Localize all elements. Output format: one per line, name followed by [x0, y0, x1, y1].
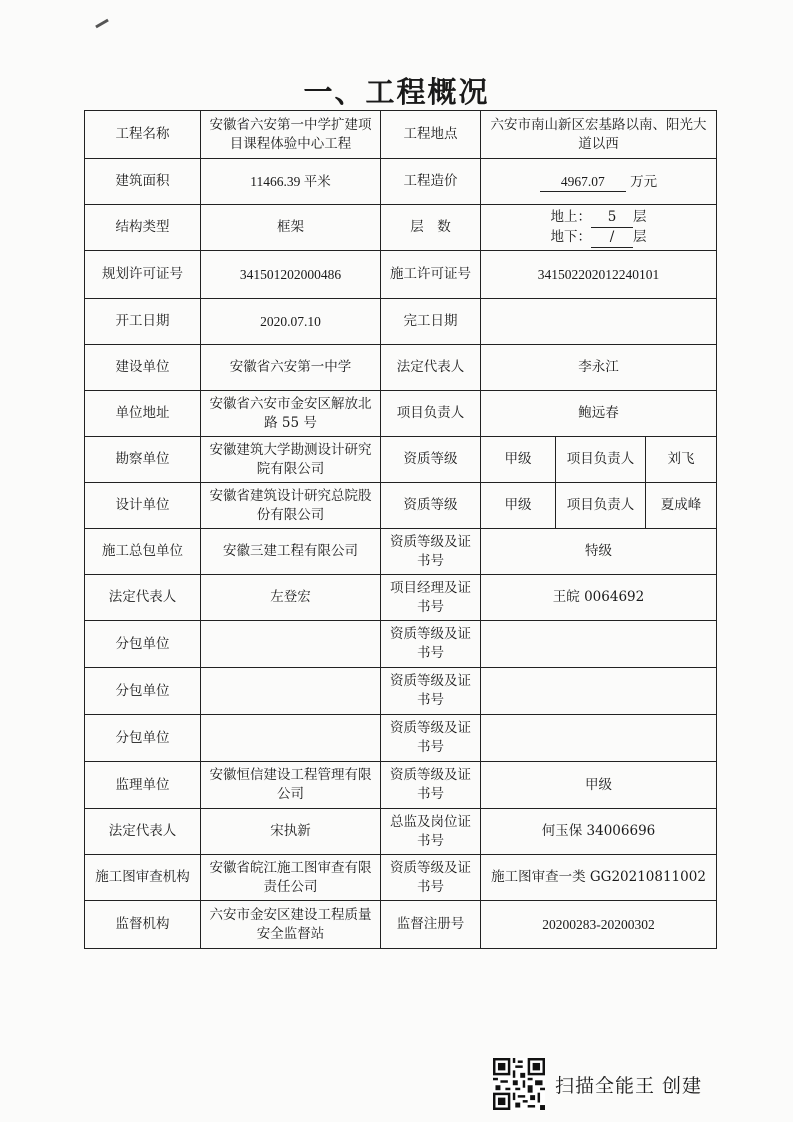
- drawing-review-value: 安徽省皖江施工图审查有限责任公司: [201, 855, 381, 901]
- supervision-qual-label: 资质等级及证书号: [381, 762, 481, 809]
- project-name-value: 安徽省六安第一中学扩建项目课程体验中心工程: [201, 111, 381, 159]
- table-row: [85, 159, 717, 205]
- table-row: [85, 299, 717, 345]
- structure-type-value: 框架: [201, 205, 381, 251]
- table-row: [85, 345, 717, 391]
- table-row: [85, 251, 717, 299]
- chief-supervisor-label: 总监及岗位证书号: [381, 809, 481, 855]
- design-qual-label: 资质等级: [381, 483, 481, 529]
- drawing-review-qual-value: 施工图审查一类 GG20210811002: [481, 855, 717, 901]
- table-row: [85, 715, 717, 762]
- subcontractor-qual-label: 资质等级及证书号: [381, 621, 481, 668]
- floors-unit: 层: [633, 228, 647, 245]
- table-row: [85, 809, 717, 855]
- survey-qual-value: 甲级: [481, 437, 556, 483]
- subcontractor-value: [201, 668, 381, 715]
- design-unit-label: 设计单位: [85, 483, 201, 529]
- supervising-agency-value: 六安市金安区建设工程质量安全监督站: [201, 901, 381, 949]
- project-cost-label: 工程造价: [381, 159, 481, 205]
- unit-address-label: 单位地址: [85, 391, 201, 437]
- table-row: [85, 621, 717, 668]
- project-overview-table: [84, 110, 717, 949]
- floors-unit: 层: [633, 208, 647, 225]
- subcontractor-qual-value: [481, 668, 717, 715]
- general-contractor-label: 施工总包单位: [85, 529, 201, 575]
- table-row: [85, 483, 717, 529]
- project-cost-amount: 4967.07: [540, 172, 626, 192]
- supervision-legal-rep-label: 法定代表人: [85, 809, 201, 855]
- supervision-unit-label: 监理单位: [85, 762, 201, 809]
- floors-above-label: 地上：: [550, 208, 591, 225]
- project-name-label: 工程名称: [85, 111, 201, 159]
- owner-unit-value: 安徽省六安第一中学: [201, 345, 381, 391]
- table-row: [85, 901, 717, 949]
- project-cost-unit: 万元: [630, 173, 658, 190]
- chief-supervisor-value: 何玉保 34006696: [481, 809, 717, 855]
- survey-unit-label: 勘察单位: [85, 437, 201, 483]
- qr-code-icon: [493, 1058, 545, 1110]
- scanner-watermark: [493, 1058, 702, 1110]
- completion-date-value: [481, 299, 717, 345]
- unit-address-value: 安徽省六安市金安区解放北路 55 号: [201, 391, 381, 437]
- table-row: [85, 205, 717, 251]
- survey-qual-label: 资质等级: [381, 437, 481, 483]
- subcontractor-qual-value: [481, 715, 717, 762]
- general-contractor-qual-value: 特级: [481, 529, 717, 575]
- floors-above-value: 5: [591, 208, 633, 228]
- subcontractor-value: [201, 715, 381, 762]
- contractor-legal-rep-label: 法定代表人: [85, 575, 201, 621]
- design-leader-value: 夏成峰: [646, 483, 717, 529]
- subcontractor-value: [201, 621, 381, 668]
- table-row: [85, 437, 717, 483]
- project-location-value: 六安市南山新区宏基路以南、阳光大道以西: [481, 111, 717, 159]
- drawing-review-qual-label: 资质等级及证书号: [381, 855, 481, 901]
- subcontractor-label: 分包单位: [85, 621, 201, 668]
- survey-leader-label: 项目负责人: [556, 437, 646, 483]
- floors-cell: [481, 205, 717, 251]
- table-row: [85, 575, 717, 621]
- supervision-legal-rep-value: 宋执新: [201, 809, 381, 855]
- floor-area-value: 11466.39 平米: [201, 159, 381, 205]
- floors-below-label: 地下：: [550, 228, 591, 245]
- supervision-reg-value: 20200283-20200302: [481, 901, 717, 949]
- legal-rep-label: 法定代表人: [381, 345, 481, 391]
- subcontractor-qual-label: 资质等级及证书号: [381, 715, 481, 762]
- supervising-agency-label: 监督机构: [85, 901, 201, 949]
- subcontractor-qual-value: [481, 621, 717, 668]
- project-location-label: 工程地点: [381, 111, 481, 159]
- start-date-value: 2020.07.10: [201, 299, 381, 345]
- design-leader-label: 项目负责人: [556, 483, 646, 529]
- table-row: [85, 762, 717, 809]
- start-date-label: 开工日期: [85, 299, 201, 345]
- table-row: [85, 111, 717, 159]
- supervision-reg-label: 监督注册号: [381, 901, 481, 949]
- project-cost-cell: [481, 159, 717, 205]
- table-row: [85, 529, 717, 575]
- design-qual-value: 甲级: [481, 483, 556, 529]
- supervision-qual-value: 甲级: [481, 762, 717, 809]
- contractor-legal-rep-value: 左登宏: [201, 575, 381, 621]
- table-row: [85, 391, 717, 437]
- page-title: 一、工程概况: [303, 75, 490, 109]
- scanner-brand-text: 扫描全能王 创建: [555, 1074, 703, 1097]
- floors-below: [484, 228, 713, 248]
- table-row: [85, 855, 717, 901]
- floors-label: 层 数: [381, 205, 481, 251]
- project-manager-value: 王皖 0064692: [481, 575, 717, 621]
- scan-mark: [95, 19, 109, 29]
- drawing-review-label: 施工图审查机构: [85, 855, 201, 901]
- survey-leader-value: 刘飞: [646, 437, 717, 483]
- table-row: [85, 668, 717, 715]
- general-contractor-qual-label: 资质等级及证书号: [381, 529, 481, 575]
- design-unit-value: 安徽省建筑设计研究总院股份有限公司: [201, 483, 381, 529]
- floor-area-label: 建筑面积: [85, 159, 201, 205]
- construction-permit-value: 341502202012240101: [481, 251, 717, 299]
- subcontractor-label: 分包单位: [85, 715, 201, 762]
- supervision-unit-value: 安徽恒信建设工程管理有限公司: [201, 762, 381, 809]
- floors-above: [484, 208, 713, 228]
- planning-permit-value: 341501202000486: [201, 251, 381, 299]
- general-contractor-value: 安徽三建工程有限公司: [201, 529, 381, 575]
- structure-type-label: 结构类型: [85, 205, 201, 251]
- floors-below-value: /: [591, 228, 633, 248]
- owner-unit-label: 建设单位: [85, 345, 201, 391]
- subcontractor-qual-label: 资质等级及证书号: [381, 668, 481, 715]
- construction-permit-label: 施工许可证号: [381, 251, 481, 299]
- survey-unit-value: 安徽建筑大学勘测设计研究院有限公司: [201, 437, 381, 483]
- subcontractor-label: 分包单位: [85, 668, 201, 715]
- legal-rep-value: 李永江: [481, 345, 717, 391]
- project-manager-label: 项目经理及证书号: [381, 575, 481, 621]
- project-leader-label: 项目负责人: [381, 391, 481, 437]
- project-leader-value: 鲍远春: [481, 391, 717, 437]
- planning-permit-label: 规划许可证号: [85, 251, 201, 299]
- completion-date-label: 完工日期: [381, 299, 481, 345]
